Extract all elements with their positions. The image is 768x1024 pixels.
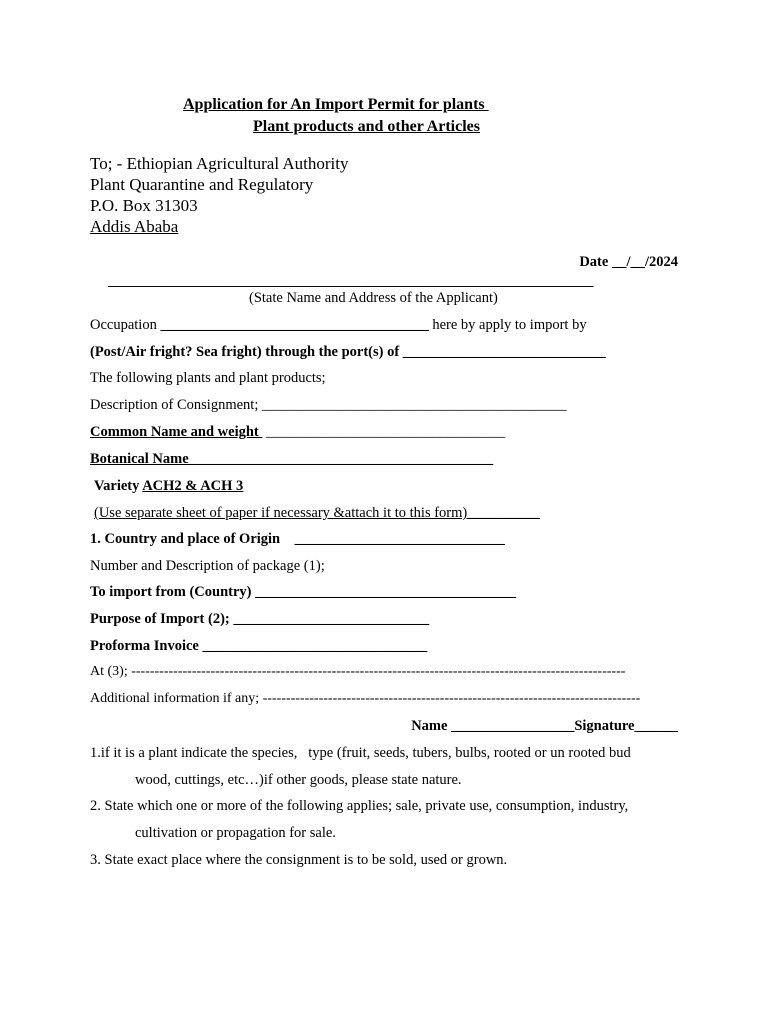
title-line-2: Plant products and other Articles <box>253 118 480 135</box>
port-label: (Post/Air fright? Sea fright) through the port(s) of <box>90 344 400 360</box>
signature-field[interactable]: ______ <box>634 718 678 734</box>
additional-info-line[interactable]: Additional information if any; --------------------------------------------------------------------------------- <box>90 691 641 706</box>
package-text: Number and Description of package (1); <box>90 558 325 574</box>
import-from-row <box>90 583 516 601</box>
common-name-field[interactable]: _________________________________ <box>266 424 506 440</box>
occupation-label: Occupation <box>90 317 157 333</box>
proforma-field[interactable]: _______________________________ <box>202 638 428 654</box>
name-signature-row <box>411 717 678 735</box>
name-label: Name <box>411 718 448 734</box>
name-field[interactable]: _________________ <box>451 718 575 734</box>
note-1a: 1.if it is a plant indicate the species, type (fruit, seeds, tubers, bulbs, rooted or un rooted bud <box>90 745 631 761</box>
note-2a: 2. State which one or more of the following applies; sale, private use, consumption, industry, <box>90 798 629 814</box>
variety-label: Variety <box>94 478 143 494</box>
purpose-field[interactable]: ___________________________ <box>233 611 430 627</box>
origin-row <box>90 530 505 548</box>
import-from-field[interactable]: ____________________________________ <box>255 584 517 600</box>
description-field[interactable]: __________________________________________ <box>261 397 567 413</box>
at-line[interactable]: At (3); ---------------------------------------------------------------------------------------------------------- <box>90 664 626 679</box>
variety-row <box>94 477 243 495</box>
port-row <box>90 343 606 361</box>
address-line-2: Plant Quarantine and Regulatory <box>90 175 314 194</box>
note-2b: cultivation or propagation for sale. <box>135 825 336 841</box>
separate-sheet-note: (Use separate sheet of paper if necessary &attach it to this form)__________ <box>94 505 540 521</box>
date-label: Date <box>579 254 609 270</box>
signature-label: Signature <box>574 718 635 734</box>
occupation-row <box>90 316 587 334</box>
import-from-label: To import from (Country) <box>90 584 252 600</box>
note-1b: wood, cuttings, etc…)if other goods, please state nature. <box>135 772 462 788</box>
occupation-tail: here by apply to import by <box>428 317 587 333</box>
origin-field[interactable]: _____________________________ <box>294 531 505 547</box>
applicant-rule[interactable]: _________________________________________________________________________ <box>108 273 594 288</box>
description-row <box>90 396 566 414</box>
date-value: __/__/2024 <box>611 254 678 270</box>
botanical-row <box>90 450 493 468</box>
note-3: 3. State exact place where the consignment is to be sold, used or grown. <box>90 852 508 868</box>
title-line-1: Application for An Import Permit for plants <box>183 96 489 113</box>
date-field[interactable] <box>579 253 678 271</box>
variety-value: ACH2 & ACH 3 <box>142 478 244 494</box>
origin-label: 1. Country and place of Origin <box>90 531 281 547</box>
occupation-field[interactable]: _____________________________________ <box>160 317 429 333</box>
purpose-row <box>90 610 429 628</box>
address-line-3: P.O. Box 31303 <box>90 196 198 215</box>
botanical-label: Botanical Name <box>90 451 189 467</box>
address-line-1: To; - Ethiopian Agricultural Authority <box>90 154 349 173</box>
purpose-label: Purpose of Import (2); <box>90 611 230 627</box>
description-label: Description of Consignment; <box>90 397 259 413</box>
following-text: The following plants and plant products; <box>90 370 326 386</box>
common-name-label: Common Name and weight <box>90 424 263 440</box>
proforma-label: Proforma Invoice <box>90 638 199 654</box>
applicant-caption: (State Name and Address of the Applicant) <box>249 290 498 306</box>
common-name-row <box>90 423 505 441</box>
proforma-row <box>90 637 427 655</box>
address-line-4: Addis Ababa <box>90 217 179 236</box>
botanical-field[interactable]: __________________________________________ <box>188 451 494 467</box>
port-field[interactable]: ____________________________ <box>402 344 606 360</box>
